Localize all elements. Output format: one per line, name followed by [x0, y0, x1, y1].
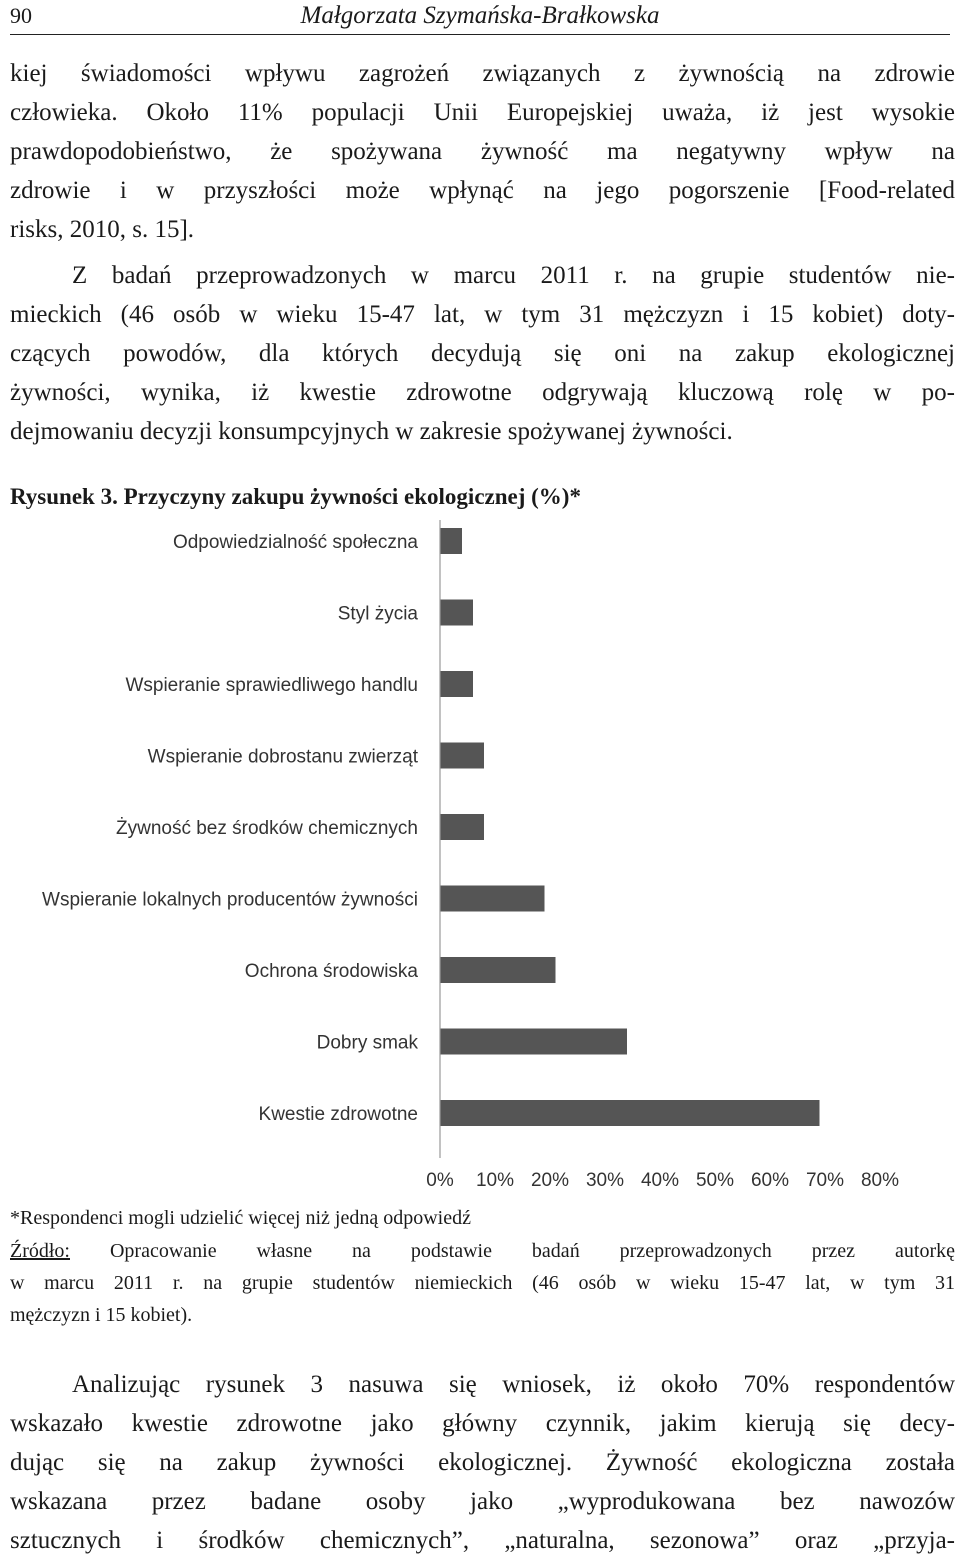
text-line: zdrowie i w przyszłości może wpłynąć na jego pogorszenie [Food-related — [10, 177, 955, 204]
paragraph-analysis — [10, 1365, 955, 1560]
text-line: sztucznych i środków chemicznych”, „naturalna, sezonowa” oraz „przyja- — [10, 1527, 955, 1554]
chart-x-tick-labels — [426, 1170, 899, 1191]
text-line: dując się na zakup żywności ekologicznej. Żywność ekologiczna została — [10, 1449, 955, 1476]
figure-caption: Rysunek 3. Przyczyny zakupu żywności ekologicznej (%)* — [10, 484, 581, 509]
chart-x-tick-label: 20% — [530, 1170, 570, 1191]
chart-category-label: Wspieranie dobrostanu zwierząt — [147, 746, 418, 768]
source-line: w marcu 2011 r. na grupie studentów niemieckich (46 osób w wieku 15-47 lat, w tym 31 — [10, 1272, 955, 1294]
figure-source — [10, 1235, 955, 1331]
text-line: Analizując rysunek 3 nasuwa się wniosek, iż około 70% respondentów — [72, 1371, 955, 1398]
chart-category-labels — [42, 532, 419, 1125]
chart-bar — [440, 1100, 820, 1126]
paragraph-intro — [10, 54, 955, 249]
source-label: Źródło: — [10, 1240, 70, 1262]
chart-x-tick-label: 50% — [695, 1170, 735, 1191]
chart-bar — [440, 1029, 627, 1055]
text-line: wskazało kwestie zdrowotne jako główny czynnik, jakim kierują się decy- — [10, 1410, 955, 1437]
chart-bar — [440, 814, 484, 840]
text-line: człowieka. Około 11% populacji Unii Europejskiej uważa, iż jest wysokie — [10, 99, 955, 126]
source-text: Opracowanie własne na podstawie badań przeprowadzonych przez autorkę — [70, 1240, 955, 1262]
source-line: mężczyzn i 15 kobiet). — [10, 1304, 193, 1326]
figure-footnote: *Respondenci mogli udzielić więcej niż jedną odpowiedź — [10, 1207, 471, 1229]
text-line: wskazana przez badane osoby jako „wyprodukowana bez nawozów — [10, 1488, 955, 1515]
page-number: 90 — [10, 3, 32, 28]
chart-bar — [440, 743, 484, 769]
chart-category-label: Żywność bez środków chemicznych — [116, 818, 418, 839]
chart-x-tick-label: 60% — [750, 1170, 790, 1191]
text-line: żywności, wynika, iż kwestie zdrowotne odgrywają kluczową rolę w po- — [10, 379, 955, 406]
chart-category-label: Styl życia — [337, 603, 418, 625]
chart-category-label: Kwestie zdrowotne — [258, 1104, 418, 1125]
paragraph-study — [10, 256, 955, 451]
text-line: risks, 2010, s. 15]. — [10, 216, 195, 243]
chart-x-tick-label: 30% — [585, 1170, 625, 1191]
chart-x-tick-label: 0% — [426, 1170, 454, 1191]
text-line: dejmowaniu decyzji konsumpcyjnych w zakresie spożywanej żywności. — [10, 418, 733, 445]
chart-bar — [440, 528, 462, 554]
chart-x-tick-label: 80% — [860, 1170, 900, 1191]
bar-chart — [0, 520, 960, 1192]
chart-bar — [440, 886, 545, 912]
chart-x-tick-label: 70% — [805, 1170, 845, 1191]
source-line — [10, 1235, 955, 1267]
chart-x-tick-label: 40% — [640, 1170, 680, 1191]
text-line: mieckich (46 osób w wieku 15-47 lat, w tym 31 mężczyzn i 15 kobiet) doty- — [10, 301, 955, 328]
running-head-author: Małgorzata Szymańska-Brałkowska — [300, 2, 660, 29]
chart-bar — [440, 671, 473, 697]
chart-category-label: Odpowiedzialność społeczna — [172, 532, 418, 553]
text-line: Z badań przeprowadzonych w marcu 2011 r. na grupie studentów nie- — [72, 262, 955, 289]
text-line: prawdopodobieństwo, że spożywana żywność ma negatywny wpływ na — [10, 138, 955, 165]
running-header — [10, 0, 950, 35]
chart-bar — [440, 957, 556, 983]
chart-category-label: Dobry smak — [316, 1032, 418, 1054]
text-line: czących powodów, dla których decydują się oni na zakup ekologicznej — [10, 340, 955, 367]
chart-bar — [440, 600, 473, 626]
chart-category-label: Wspieranie lokalnych producentów żywności — [42, 889, 418, 911]
chart-bars — [440, 528, 820, 1126]
chart-category-label: Ochrona środowiska — [244, 961, 418, 982]
chart-category-label: Wspieranie sprawiedliwego handlu — [125, 675, 418, 696]
chart-x-tick-label: 10% — [475, 1170, 515, 1191]
text-line: kiej świadomości wpływu zagrożeń związanych z żywnością na zdrowie — [10, 60, 955, 87]
